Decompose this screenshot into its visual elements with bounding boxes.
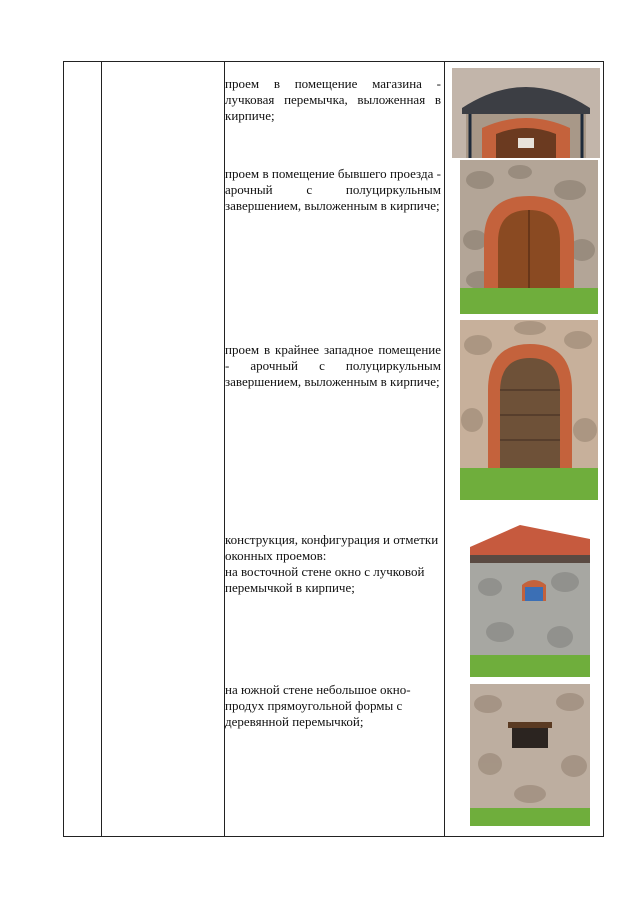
document-table — [63, 61, 604, 837]
photo-east-window — [470, 517, 590, 677]
column-divider — [444, 62, 445, 836]
photo-shop-entrance — [452, 68, 600, 158]
photo-passage-arch — [460, 160, 598, 314]
photo-south-vent — [470, 684, 590, 826]
row-description-west-room-opening: проем в крайнее западное помещение - арочный с полуциркульным завершением, выложенным в кирпиче; — [225, 342, 441, 389]
row-description-south-window: на южной стене небольшое окно- продух прямоугольной формы с деревянной перемычкой; — [225, 682, 411, 729]
row-description-shop-opening: проем в помещение магазина - лучковая перемычка, выложенная в кирпиче; — [225, 76, 441, 123]
photo-west-room-arch — [460, 320, 598, 500]
row-description-passage-opening: проем в помещение бывшего проезда - арочный с полуциркульным завершением, выложенным в кирпиче; — [225, 166, 441, 213]
column-divider — [101, 62, 102, 836]
row-description-east-window: конструкция, конфигурация и отметки оконных проемов: на восточной стене окно с лучковой перемычкой в кирпиче; — [225, 532, 439, 595]
